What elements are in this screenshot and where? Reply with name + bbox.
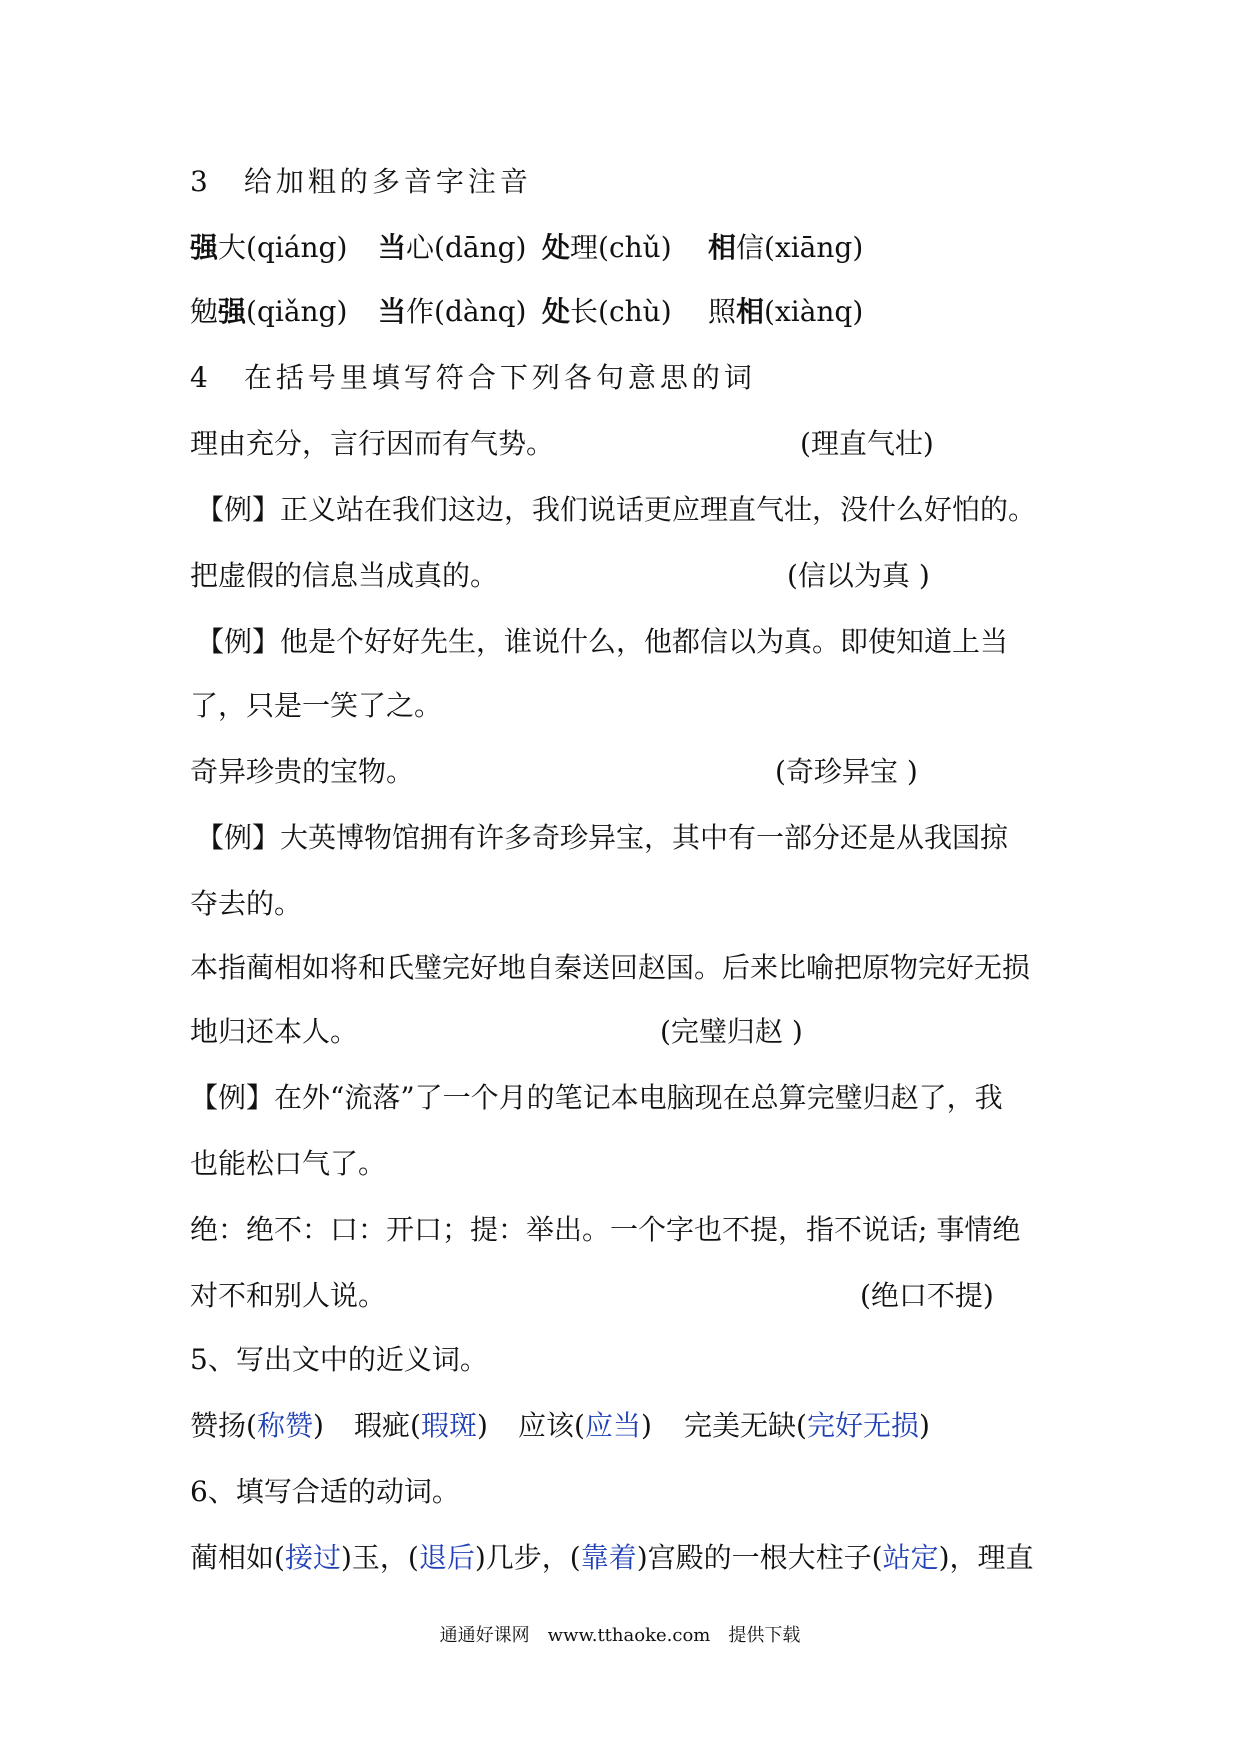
section-6-title: 6、填写合适的动词。	[190, 1475, 460, 1508]
example-sentence: 【例】大英博物馆拥有许多奇珍异宝，其中有一部分还是从我国掠	[196, 821, 1009, 854]
answer-idiom: (奇珍异宝 )	[775, 755, 918, 788]
polyphone-item: 强大(qiáng)	[190, 231, 348, 264]
polyphone-item: 处理(chǔ)	[542, 231, 672, 264]
synonym-answer: 称赞	[256, 1409, 313, 1442]
section-4-title: 4 在括号里填写符合下列各句意思的词	[190, 361, 756, 394]
section-5-title: 5、写出文中的近义词。	[190, 1343, 488, 1376]
answer-idiom: (绝口不提)	[860, 1279, 994, 1312]
example-sentence: 【例】在外“流落”了一个月的笔记本电脑现在总算完璧归赵了，我	[190, 1081, 1003, 1114]
synonym-pair: 应该(应当)	[518, 1409, 652, 1442]
definition-line: 理由充分，言行因而有气势。	[190, 427, 555, 460]
synonym-answer: 完好无损	[806, 1409, 919, 1442]
definition-line: 对不和别人说。	[190, 1279, 387, 1312]
verb-answer: 接过	[284, 1541, 341, 1574]
synonym-pair: 完美无缺(完好无损)	[684, 1409, 930, 1442]
polyphone-item: 照相(xiànq)	[708, 295, 864, 328]
verb-fill-sentence: 蔺相如(接过)玉，(退后)几步，(靠着)宫殿的一根大柱子(站定)，理直	[190, 1541, 1034, 1574]
polyphone-item: 相信(xiāng)	[708, 231, 864, 264]
section-3-title: 3 给加粗的多音字注音	[190, 165, 532, 198]
definition-line: 本指蔺相如将和氏璧完好地自秦送回赵国。后来比喻把原物完好无损	[190, 951, 1031, 984]
example-sentence: 了，只是一笑了之。	[190, 689, 443, 722]
polyphone-item: 处长(chù)	[542, 295, 672, 328]
polyphone-item: 勉强(qiǎng)	[190, 295, 348, 328]
polyphone-item: 当作(dànq)	[378, 295, 527, 328]
synonym-pair: 瑕疵(瑕斑)	[354, 1409, 488, 1442]
synonym-pair: 赞扬(称赞)	[190, 1409, 324, 1442]
definition-line: 奇异珍贵的宝物。	[190, 755, 415, 788]
example-sentence: 【例】正义站在我们这边，我们说话更应理直气壮，没什么好怕的。	[196, 493, 1037, 526]
answer-idiom: (理直气壮)	[800, 427, 934, 460]
definition-line: 绝：绝不：口：开口；提：举出。一个字也不提，指不说话; 事情绝	[190, 1213, 1021, 1246]
example-sentence: 夺去的。	[190, 887, 303, 920]
definition-line: 把虚假的信息当成真的。	[190, 559, 499, 592]
example-sentence: 【例】他是个好好先生，谁说什么，他都信以为真。即使知道上当	[196, 625, 1009, 658]
synonym-answer: 瑕斑	[420, 1409, 477, 1442]
synonym-answer: 应当	[584, 1409, 641, 1442]
verb-answer: 靠着	[580, 1541, 637, 1574]
polyphone-item: 当心(dāng)	[378, 231, 527, 264]
verb-answer: 站定	[882, 1541, 939, 1574]
answer-idiom: (完璧归赵 )	[660, 1015, 803, 1048]
verb-answer: 退后	[418, 1541, 475, 1574]
example-sentence: 也能松口气了。	[190, 1147, 387, 1180]
answer-idiom: (信以为真 )	[787, 559, 930, 592]
definition-line: 地归还本人。	[190, 1015, 359, 1048]
page-footer: 通通好课网 www.tthaoke.com 提供下载	[439, 1625, 801, 1646]
